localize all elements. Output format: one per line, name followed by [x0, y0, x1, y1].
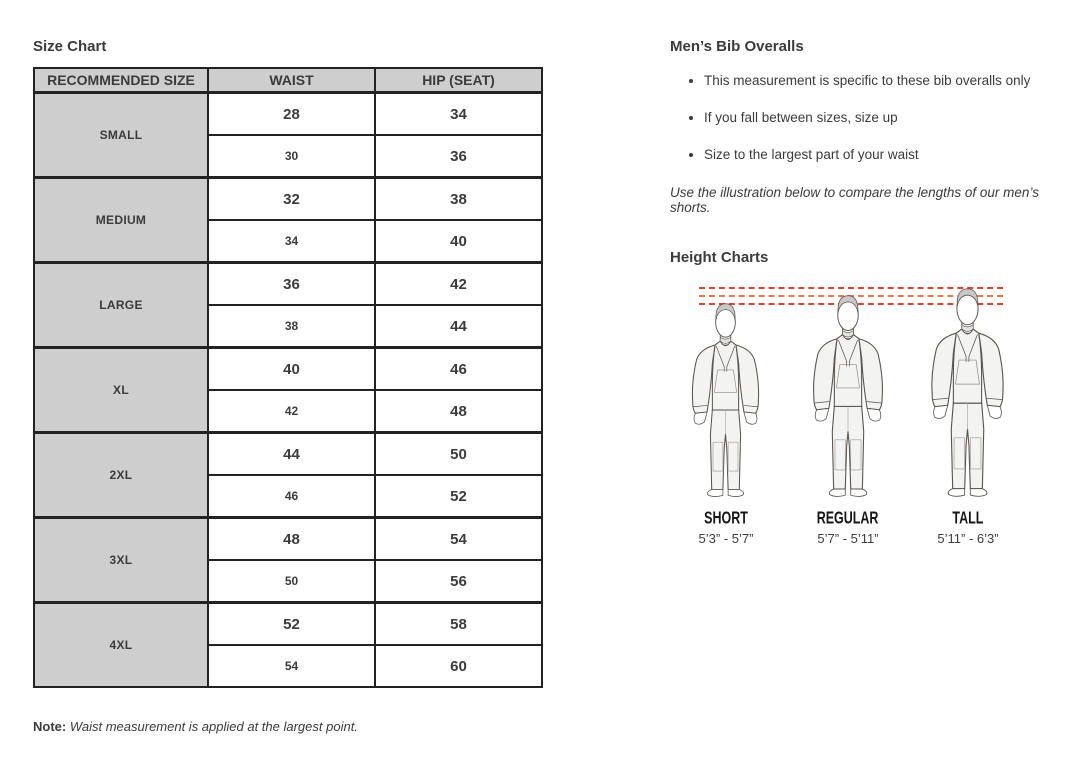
waist-value: 50 [208, 560, 375, 603]
column-header-recommended-size: RECOMMENDED SIZE [34, 68, 208, 93]
table-row [34, 178, 542, 221]
hip-value: 42 [375, 263, 542, 306]
size-chart-table [33, 67, 543, 688]
hip-value: 46 [375, 348, 542, 391]
figure-label: TALL [952, 508, 984, 528]
hip-value: 48 [375, 390, 542, 433]
hip-value: 40 [375, 220, 542, 263]
bib-overalls-info-section [670, 38, 1075, 267]
bib-overalls-figure-short [686, 303, 765, 500]
illustration-note: Use the illustration below to compare the lengths of our men’s shorts. [670, 185, 1039, 215]
hip-value: 58 [375, 603, 542, 646]
figure-caption-short [661, 508, 791, 546]
bib-overalls-figure-tall [925, 288, 1010, 500]
height-chart-illustration [660, 283, 1060, 578]
table-footnote [33, 719, 358, 734]
waist-value: 32 [208, 178, 375, 221]
waist-value: 38 [208, 305, 375, 348]
size-label-2xl: 2XL [34, 433, 208, 518]
hip-value: 50 [375, 433, 542, 476]
table-row [34, 263, 542, 306]
hip-value: 54 [375, 518, 542, 561]
figure-height-range: 5’7” - 5’11” [817, 531, 879, 546]
hip-value: 60 [375, 645, 542, 687]
fit-tips-list [670, 72, 1075, 163]
hip-value: 38 [375, 178, 542, 221]
table-header-row [34, 68, 542, 93]
footnote-text: Waist measurement is applied at the largest point. [69, 719, 358, 734]
waist-value: 54 [208, 645, 375, 687]
waist-value: 28 [208, 93, 375, 136]
figure-label: SHORT [704, 508, 748, 528]
bib-overalls-figure-regular [807, 295, 889, 500]
fit-tip-item: • This measurement is specific to these bib overalls only [704, 72, 1075, 89]
hip-value: 52 [375, 475, 542, 518]
size-label-xl: XL [34, 348, 208, 433]
fit-tip-item: • Size to the largest part of your waist [704, 146, 1075, 163]
hip-value: 36 [375, 135, 542, 178]
table-row [34, 518, 542, 561]
waist-value: 44 [208, 433, 375, 476]
column-header-waist: WAIST [208, 68, 375, 93]
hip-value: 56 [375, 560, 542, 603]
footnote-label: Note: [33, 719, 67, 734]
hip-value: 34 [375, 93, 542, 136]
waist-value: 46 [208, 475, 375, 518]
size-label-medium: MEDIUM [34, 178, 208, 263]
waist-value: 42 [208, 390, 375, 433]
column-header-hip-seat: HIP (SEAT) [375, 68, 542, 93]
waist-value: 30 [208, 135, 375, 178]
table-row [34, 433, 542, 476]
waist-value: 36 [208, 263, 375, 306]
size-label-large: LARGE [34, 263, 208, 348]
size-label-3xl: 3XL [34, 518, 208, 603]
figure-height-range: 5’3” - 5’7” [698, 531, 754, 546]
fit-tip-item: • If you fall between sizes, size up [704, 109, 1075, 126]
figure-height-range: 5’11” - 6’3” [937, 531, 999, 546]
waist-value: 34 [208, 220, 375, 263]
figure-caption-regular [783, 508, 913, 546]
bib-overalls-heading: Men’s Bib Overalls [670, 38, 804, 55]
table-row [34, 348, 542, 391]
figure-caption-tall [903, 508, 1033, 546]
hip-value: 44 [375, 305, 542, 348]
table-row [34, 93, 542, 136]
size-label-4xl: 4XL [34, 603, 208, 688]
size-chart-heading: Size Chart [33, 38, 107, 55]
waist-value: 40 [208, 348, 375, 391]
height-charts-heading: Height Charts [670, 249, 769, 266]
waist-value: 52 [208, 603, 375, 646]
figure-label: REGULAR [817, 508, 879, 528]
table-row [34, 603, 542, 646]
waist-value: 48 [208, 518, 375, 561]
size-label-small: SMALL [34, 93, 208, 178]
size-chart-section [33, 38, 541, 688]
